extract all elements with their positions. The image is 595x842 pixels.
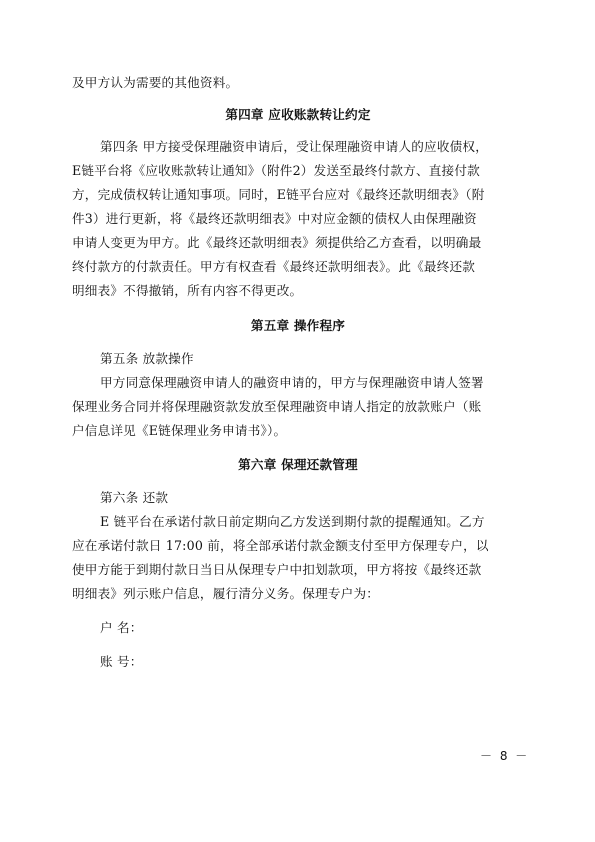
paragraph-line: 明细表》不得撤销，所有内容不得更改。 [72,283,303,298]
paragraph-line: 终付款方的付款责任。甲方有权查看《最终还款明细表》。此《最终还款 [72,259,476,274]
chapter-heading-4: 第四章 应收账款转让约定 [225,107,371,122]
article-heading: 第六条 还款 [100,490,169,505]
paragraph-line: 应在承诺付款日 17:00 前，将全部承诺付款金额支付至甲方保理专户，以 [72,538,489,553]
paragraph-line: 甲方同意保理融资申请人的融资申请的，甲方与保理融资申请人签署 [100,375,484,390]
paragraph-line: 明细表》列示账户信息，履行清分义务。保理专户为： [72,586,380,601]
chapter-heading-5: 第五章 操作程序 [250,318,346,333]
account-name-field: 户 名： [100,620,143,635]
chapter-heading-6: 第六章 保理还款管理 [238,457,358,472]
paragraph-line: E链平台将《应收账款转让通知》（附件2）发送至最终付款方、直接付款 [72,163,480,178]
paragraph-line: 方，完成债权转让通知事项。同时，E链平台应对《最终还款明细表》（附 [72,187,485,202]
paragraph-line: 件3）进行更新，将《最终还款明细表》中对应金额的债权人由保理融资 [72,211,477,226]
paragraph-line: 申请人变更为甲方。此《最终还款明细表》须提供给乙方查看，以明确最 [72,235,482,250]
paragraph-line: 保理业务合同并将保理融资款发放至保理融资申请人指定的放款账户（账 [72,399,482,414]
paragraph-line: 户信息详见《E链保理业务申请书》）。 [72,423,287,438]
paragraph-line: 使甲方能于到期付款日当日从保理专户中扣划款项，甲方将按《最终还款 [72,562,482,577]
account-number-field: 账 号： [100,654,143,669]
article-heading: 第五条 放款操作 [100,351,194,366]
paragraph-line: E 链平台在承诺付款日前定期向乙方发送到期付款的提醒通知。乙方 [100,514,485,529]
paragraph-line: 第四条 甲方接受保理融资申请后，受让保理融资申请人的应收债权， [100,139,489,154]
paragraph-line: 及甲方认为需要的其他资料。 [72,75,239,90]
page-number: － 8 － [480,749,530,763]
